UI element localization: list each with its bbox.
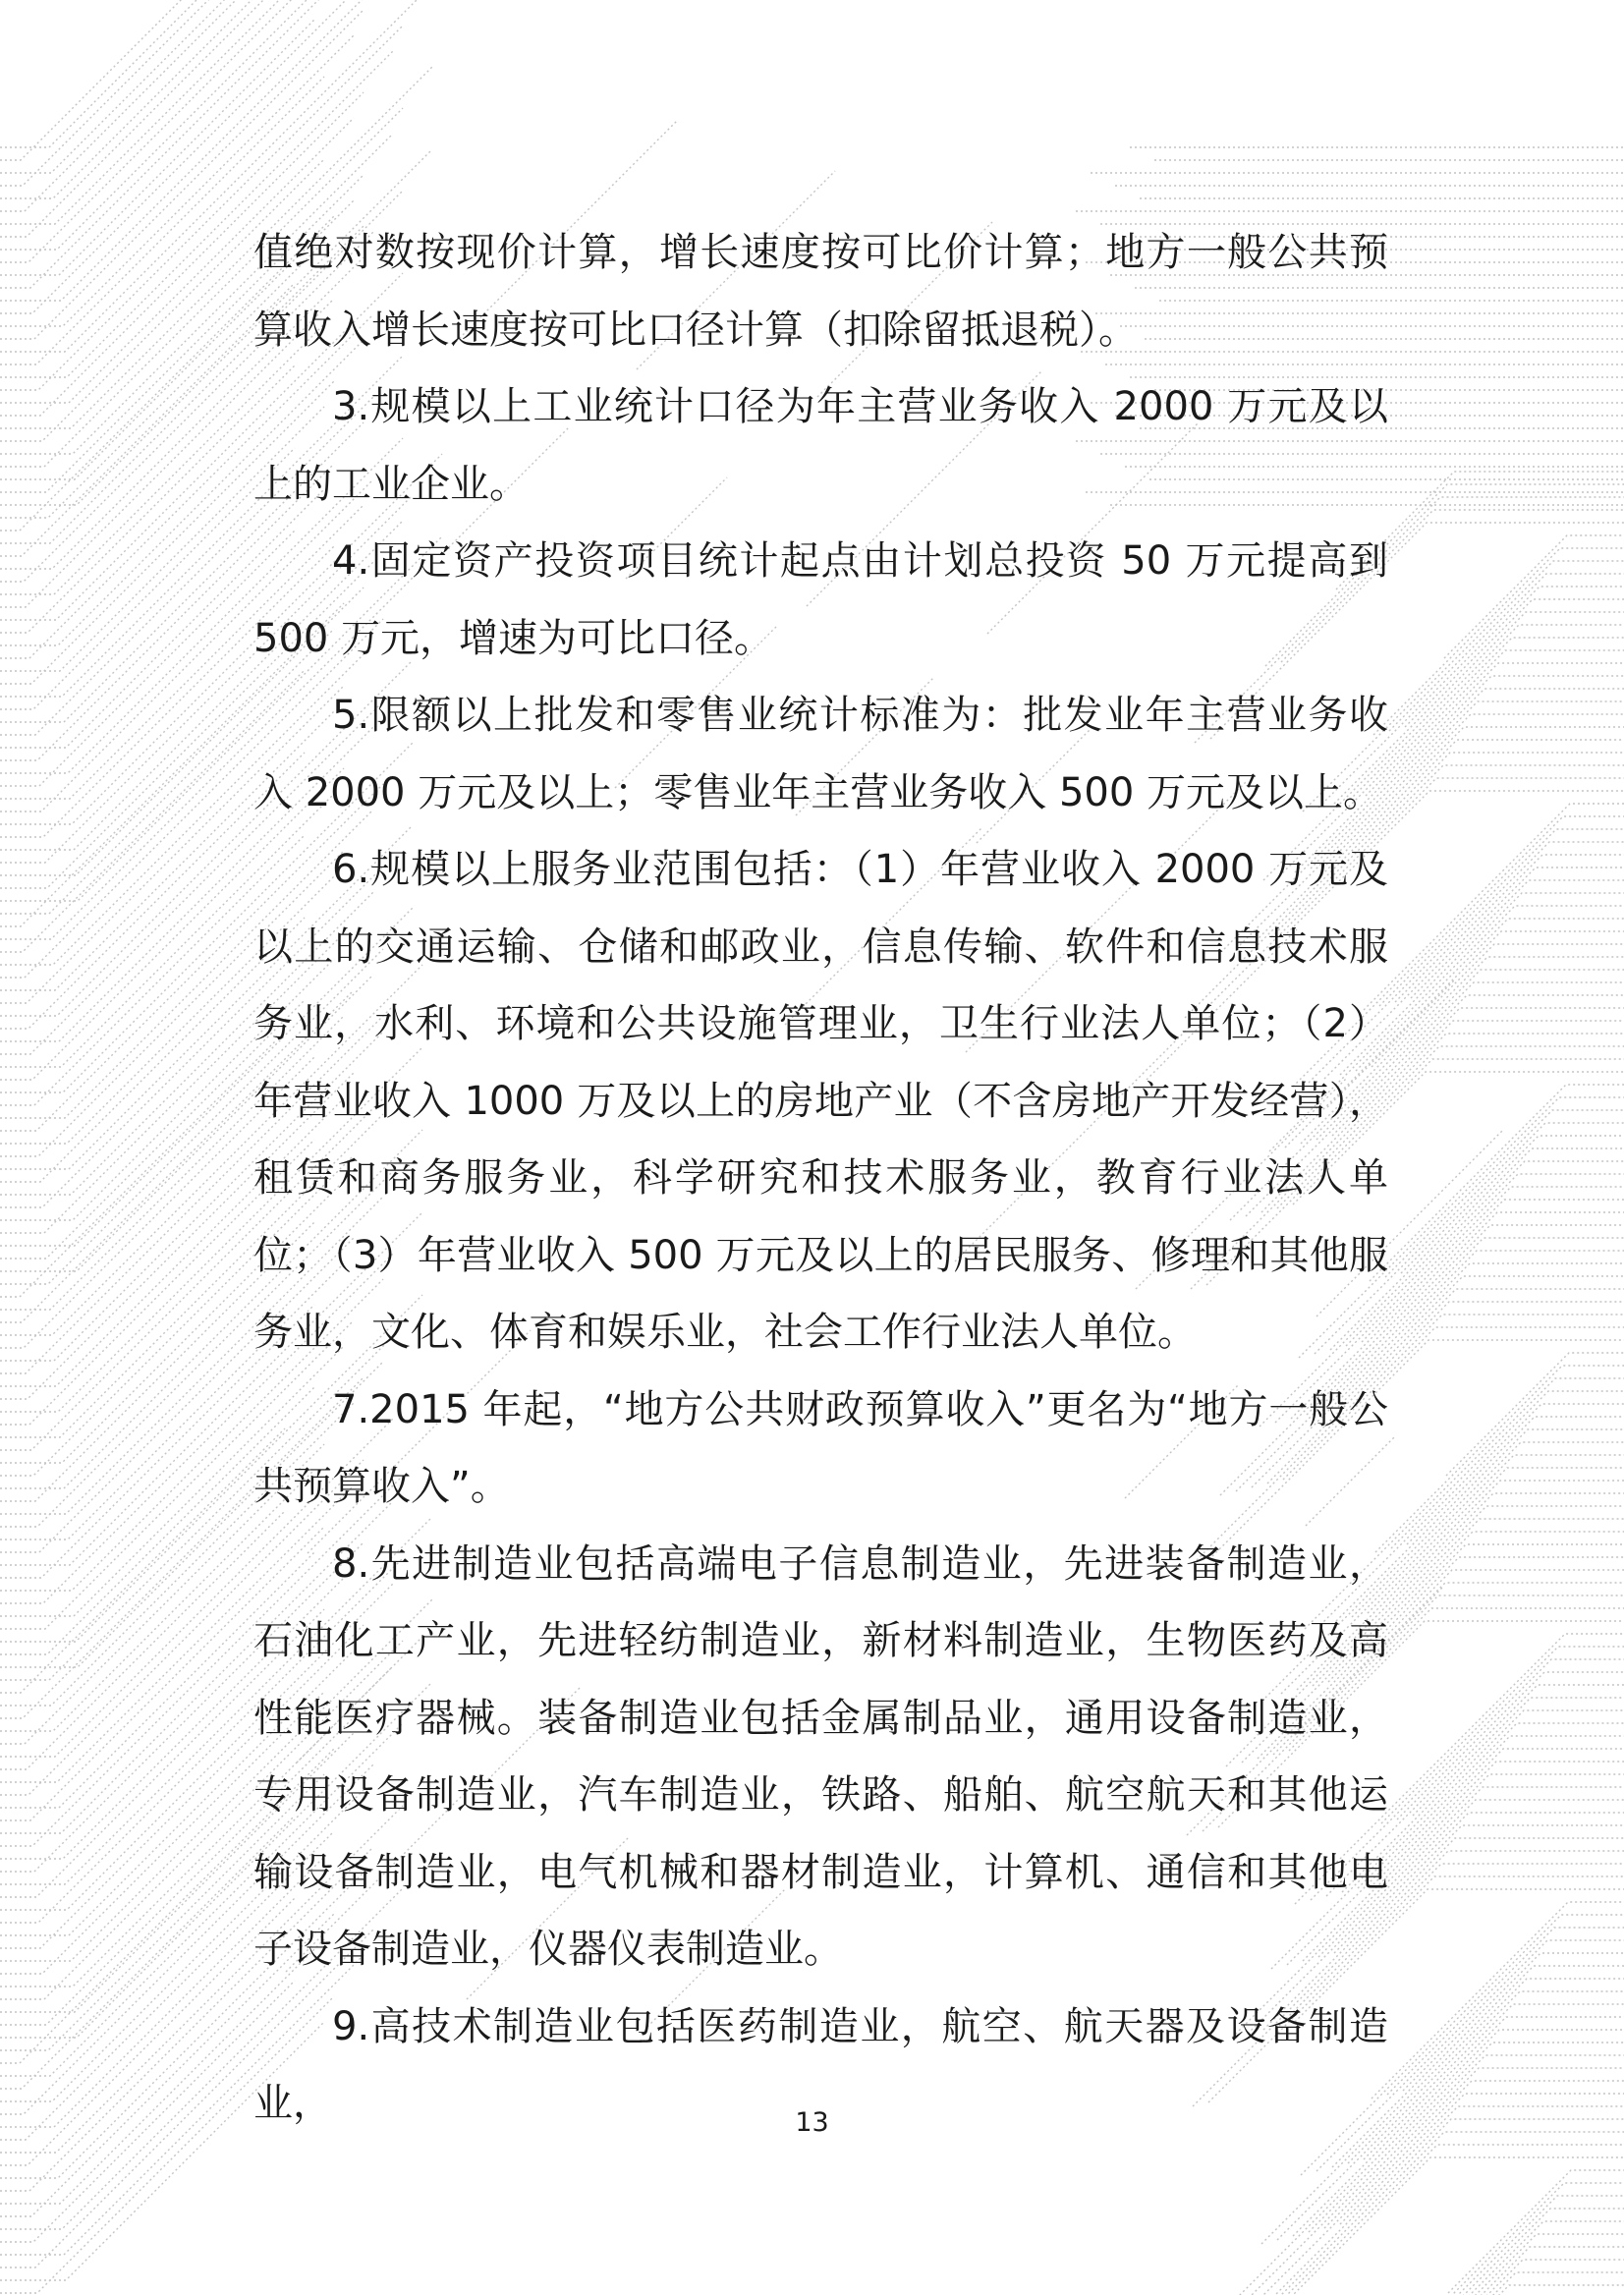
page-number: 13 — [795, 2107, 829, 2138]
paragraph-note-6: 6.规模以上服务业范围包括：（1）年营业收入 2000 万元及以上的交通运输、仓储和邮政业，信息传输、软件和信息技术服务业，水利、环境和公共设施管理业，卫生行业法人单位；（2）年营业收入 1000 万及以上的房地产业（不含房地产开发经营），租赁和商务服务业，科学研究和技术服务业，教育行业法人单位；（3）年营业收入 500 万元及以上的居民服务、修理和其他服务业，文化、体育和娱乐业，社会工作行业法人单位。 — [253, 847, 1388, 1355]
paragraph-continuation: 值绝对数按现价计算，增长速度按可比价计算；地方一般公共预算收入增长速度按可比口径计算（扣除留抵退税）。 — [253, 230, 1388, 353]
paragraph-note-9: 9.高技术制造业包括医药制造业，航空、航天器及设备制造业， — [253, 2003, 1388, 2126]
paragraph-note-7: 7.2015 年起，“地方公共财政预算收入”更名为“地方一般公共预算收入”。 — [253, 1386, 1388, 1509]
paragraph-note-5: 5.限额以上批发和零售业统计标准为：批发业年主营业务收入 2000 万元及以上；零售业年主营业务收入 500 万元及以上。 — [253, 693, 1388, 815]
document-body — [253, 214, 1388, 2143]
paragraph-note-3: 3.规模以上工业统计口径为年主营业务收入 2000 万元及以上的工业企业。 — [253, 384, 1388, 507]
paragraph-note-4: 4.固定资产投资项目统计起点由计划总投资 50 万元提高到 500 万元，增速为可比口径。 — [253, 538, 1388, 661]
paragraph-note-8: 8.先进制造业包括高端电子信息制造业，先进装备制造业，石油化工产业，先进轻纺制造业，新材料制造业，生物医药及高性能医疗器械。装备制造业包括金属制品业，通用设备制造业，专用设备制造业，汽车制造业，铁路、船舶、航空航天和其他运输设备制造业，电气机械和器材制造业，计算机、通信和其他电子设备制造业，仪器仪表制造业。 — [253, 1540, 1388, 1972]
